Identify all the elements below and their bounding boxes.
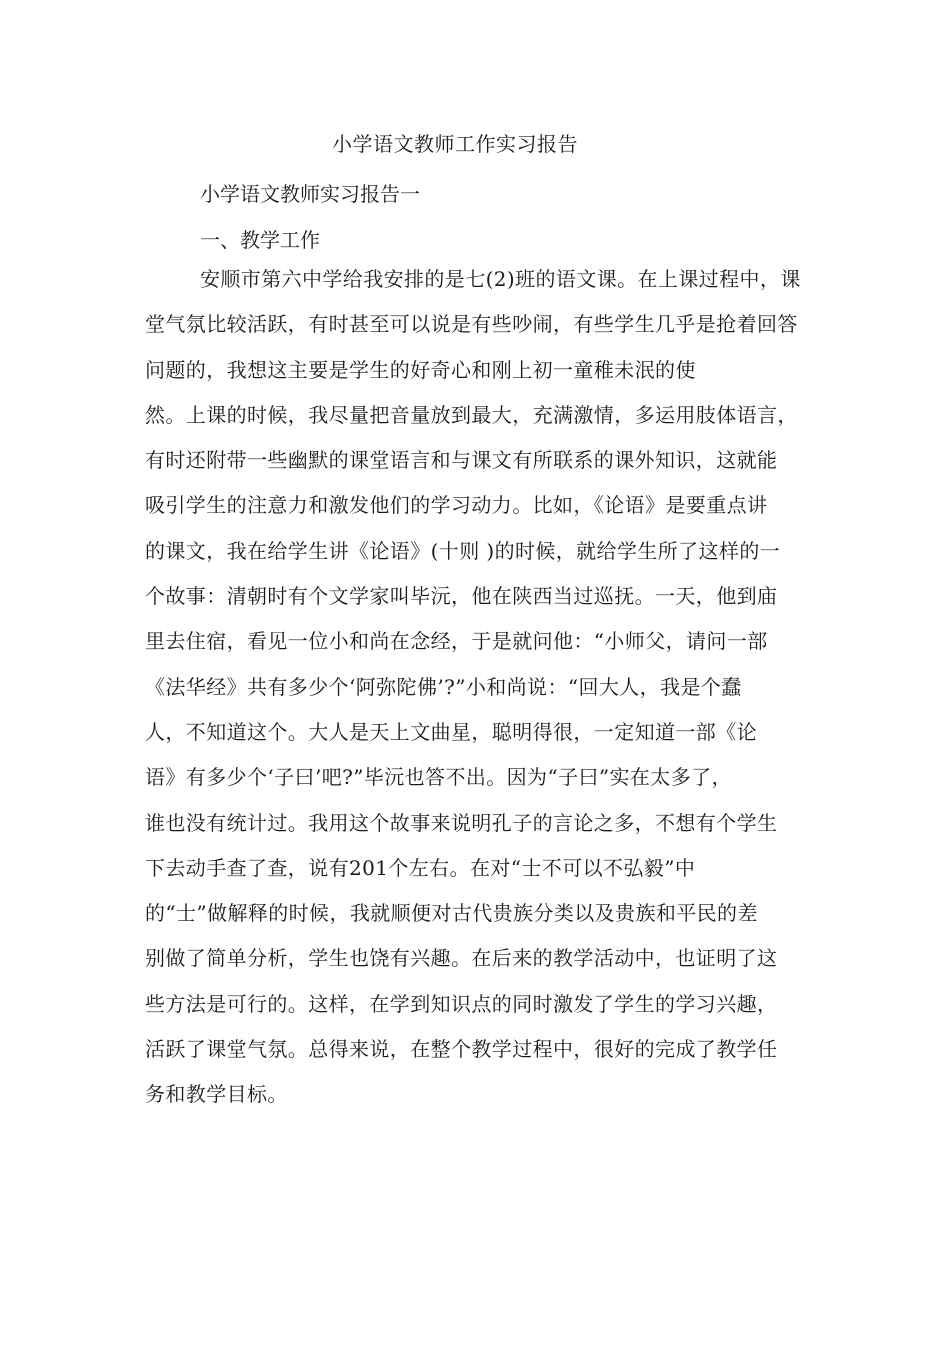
body-line: 语》有多少个‘子曰’吧?”毕沅也答不出。因为“子曰”实在太多了， xyxy=(145,765,732,790)
body-line: 下去动手查了查，说有201个左右。在对“士不可以不弘毅”中 xyxy=(145,855,696,880)
body-line: 务和教学目标。 xyxy=(145,1082,288,1107)
body-line: 的“士”做解释的时候，我就顺便对古代贵族分类以及贵族和平民的差 xyxy=(145,901,758,926)
body-line: 些方法是可行的。这样，在学到知识点的同时激发了学生的学习兴趣， xyxy=(145,991,778,1016)
document-title: 小学语文教师工作实习报告 xyxy=(332,132,578,156)
body-line: 人，不知道这个。大人是天上文曲星，聪明得很，一定知道一部《论 xyxy=(145,719,757,744)
body-line: 问题的，我想这主要是学生的好奇心和刚上初一童稚未泯的使 xyxy=(145,357,696,382)
body-line: 然。上课的时候，我尽量把音量放到最大，充满激情，多运用肢体语言， xyxy=(145,402,798,427)
body-line: 别做了简单分析，学生也饶有兴趣。在后来的教学活动中，也证明了这 xyxy=(145,946,778,971)
report-subtitle: 小学语文教师实习报告一 xyxy=(200,182,420,206)
body-line: 活跃了课堂气氛。总得来说，在整个教学过程中，很好的完成了教学任 xyxy=(145,1037,778,1062)
body-text xyxy=(145,266,825,1127)
body-line: 吸引学生的注意力和激发他们的学习动力。比如，《论语》是要重点讲 xyxy=(145,493,768,518)
body-line: 里去住宿，看见一位小和尚在念经，于是就问他：“小师父，请问一部 xyxy=(145,629,768,654)
body-line: 有时还附带一些幽默的课堂语言和与课文有所联系的课外知识，这就能 xyxy=(145,448,778,473)
body-line: 的课文，我在给学生讲《论语》(十则 )的时候，就给学生所了这样的一 xyxy=(145,538,781,563)
body-line: 安顺市第六中学给我安排的是七(2)班的语文课。在上课过程中，课 xyxy=(200,267,801,291)
body-line: 谁也没有统计过。我用这个故事来说明孔子的言论之多，不想有个学生 xyxy=(145,810,778,835)
body-line: 《法华经》共有多少个‘阿弥陀佛’?”小和尚说：“回大人，我是个蠢 xyxy=(145,674,742,699)
body-line: 堂气氛比较活跃，有时甚至可以说是有些吵闹，有些学生几乎是抢着回答 xyxy=(145,312,798,337)
body-line: 个故事：清朝时有个文学家叫毕沅，他在陕西当过巡抚。一天，他到庙 xyxy=(145,584,778,609)
section-heading: 一、教学工作 xyxy=(200,228,320,252)
